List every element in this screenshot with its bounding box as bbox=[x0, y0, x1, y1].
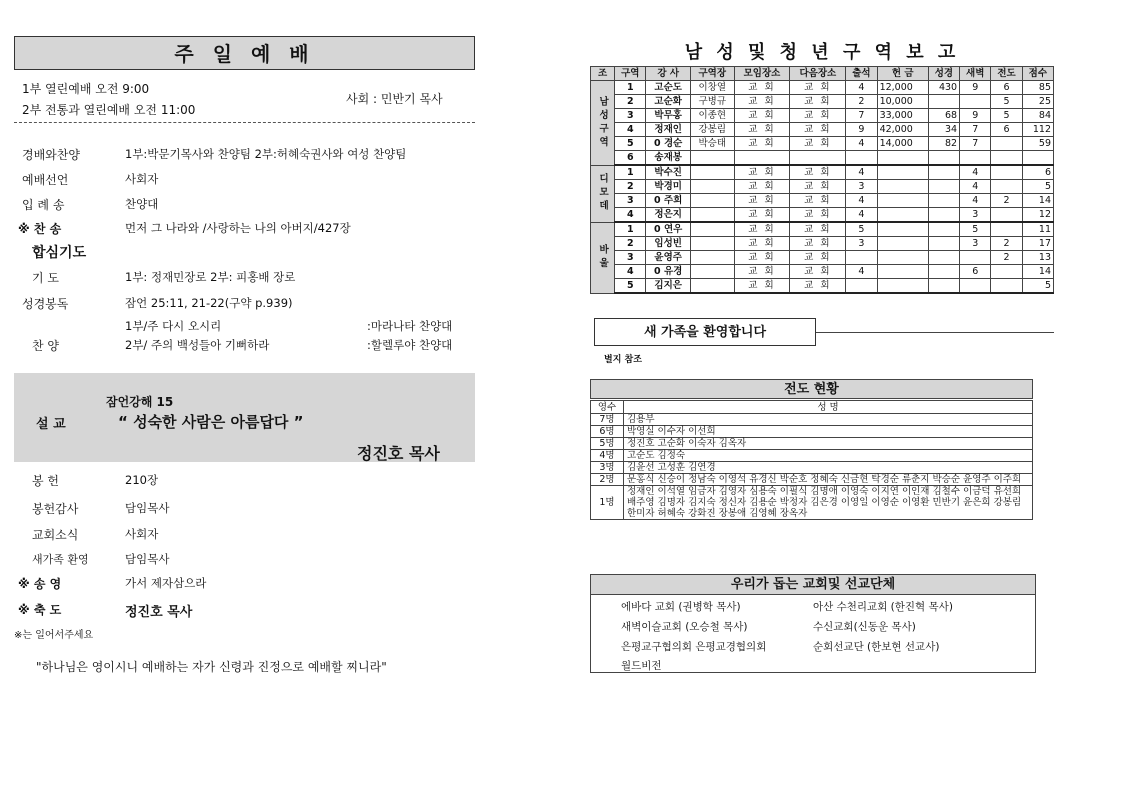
report-cell: 3 bbox=[846, 180, 877, 194]
report-cell bbox=[690, 237, 734, 251]
names-cell: 고순도 김정숙 bbox=[624, 450, 1033, 462]
report-cell: 2 bbox=[846, 95, 877, 109]
report-cell bbox=[877, 251, 928, 265]
report-cell: 교 회 bbox=[790, 180, 846, 194]
order-value: 잠언 25:11, 21-22(구약 p.939) bbox=[125, 296, 293, 310]
table-row bbox=[591, 222, 1054, 237]
order-value: 가서 제자삼으라 bbox=[125, 576, 207, 590]
report-cell: 12 bbox=[1022, 208, 1053, 223]
report-cell bbox=[690, 279, 734, 294]
scripture-quote: "하나님은 영이시니 예배하는 자가 신령과 진정으로 예배할 찌니라" bbox=[36, 660, 387, 674]
report-cell: 85 bbox=[1022, 81, 1053, 95]
report-cell: 0 유경 bbox=[646, 265, 691, 279]
order-row bbox=[22, 472, 477, 492]
report-cell: 4 bbox=[846, 81, 877, 95]
col-header: 구역장 bbox=[690, 67, 734, 81]
report-cell: 4 bbox=[846, 194, 877, 208]
report-cell: 교 회 bbox=[734, 81, 790, 95]
order-row bbox=[22, 269, 477, 289]
report-cell bbox=[877, 208, 928, 223]
order-row bbox=[22, 526, 477, 546]
report-cell: 이종현 bbox=[690, 109, 734, 123]
report-cell: 9 bbox=[960, 81, 991, 95]
table-row bbox=[591, 123, 1054, 137]
report-cell: 6 bbox=[1022, 165, 1053, 180]
order-label: 봉헌감사 bbox=[32, 502, 79, 516]
names-cell: 정진호 고순화 이숙자 김옥자 bbox=[624, 438, 1033, 450]
report-cell: 교 회 bbox=[790, 165, 846, 180]
praise-row bbox=[22, 337, 477, 357]
order-label: 예배선언 bbox=[22, 173, 69, 187]
worship-title: 주 일 예 배 bbox=[14, 36, 475, 70]
col-header: 성경 bbox=[928, 67, 959, 81]
report-cell bbox=[690, 194, 734, 208]
evangelism-header-row bbox=[591, 401, 1033, 414]
report-cell: 5 bbox=[846, 222, 877, 237]
report-cell: 1 bbox=[615, 222, 646, 237]
report-cell bbox=[877, 194, 928, 208]
church-item: 새벽이슬교회 (오승철 목사) bbox=[621, 621, 748, 633]
table-row bbox=[591, 251, 1054, 265]
report-cell: 박무홍 bbox=[646, 109, 691, 123]
report-cell: 5 bbox=[615, 137, 646, 151]
names-header: 성 명 bbox=[624, 401, 1033, 414]
report-cell: 박수진 bbox=[646, 165, 691, 180]
report-cell: 2 bbox=[991, 251, 1022, 265]
report-cell: 17 bbox=[1022, 237, 1053, 251]
report-cell: 13 bbox=[1022, 251, 1053, 265]
report-cell bbox=[690, 151, 734, 166]
report-table bbox=[590, 66, 1054, 294]
report-cell: 34 bbox=[928, 123, 959, 137]
new-family-title: 새 가족을 환영합니다 bbox=[594, 318, 816, 346]
order-row bbox=[22, 500, 477, 520]
report-cell: 2 bbox=[615, 237, 646, 251]
count-header: 영수 bbox=[591, 401, 624, 414]
names-cell: 김용부 bbox=[624, 414, 1033, 426]
report-cell bbox=[690, 251, 734, 265]
table-row bbox=[591, 474, 1033, 486]
report-cell: 윤영주 bbox=[646, 251, 691, 265]
count-cell: 4명 bbox=[591, 450, 624, 462]
report-cell: 교 회 bbox=[734, 95, 790, 109]
group-name-cell: 바울 bbox=[591, 222, 615, 293]
report-cell: 7 bbox=[960, 123, 991, 137]
table-row bbox=[591, 414, 1033, 426]
report-cell: 4 bbox=[615, 265, 646, 279]
table-row bbox=[591, 279, 1054, 294]
order-value: 사회자 bbox=[125, 527, 159, 541]
col-header: 점수 bbox=[1022, 67, 1053, 81]
order-label: 새가족 환영 bbox=[32, 553, 89, 566]
report-cell: 9 bbox=[960, 109, 991, 123]
report-cell: 2 bbox=[991, 237, 1022, 251]
report-cell: 3 bbox=[846, 237, 877, 251]
count-cell: 6명 bbox=[591, 426, 624, 438]
table-row bbox=[591, 438, 1033, 450]
col-header: 조 bbox=[591, 67, 615, 81]
names-cell: 문홍식 신승이 정남숙 이영석 유경신 박순호 정혜숙 신금현 탁경순 류춘지 박승순 윤영주 이주희 bbox=[624, 474, 1033, 486]
report-cell: 84 bbox=[1022, 109, 1053, 123]
names-cell: 박영실 이수자 이선희 bbox=[624, 426, 1033, 438]
report-cell: 교 회 bbox=[734, 137, 790, 151]
count-cell: 1명 bbox=[591, 486, 624, 520]
report-cell: 33,000 bbox=[877, 109, 928, 123]
report-cell: 0 연우 bbox=[646, 222, 691, 237]
report-cell: 4 bbox=[615, 123, 646, 137]
report-cell: 교 회 bbox=[790, 194, 846, 208]
report-cell: 42,000 bbox=[877, 123, 928, 137]
report-cell: 교 회 bbox=[734, 251, 790, 265]
report-cell bbox=[991, 137, 1022, 151]
names-cell: 김윤선 고성훈 김연경 bbox=[624, 462, 1033, 474]
report-cell: 교 회 bbox=[790, 137, 846, 151]
report-cell: 김지은 bbox=[646, 279, 691, 294]
table-row bbox=[591, 95, 1054, 109]
report-cell: 4 bbox=[960, 194, 991, 208]
col-header: 구역 bbox=[615, 67, 646, 81]
order-row bbox=[18, 575, 477, 595]
sermon-box bbox=[14, 373, 475, 462]
report-cell: 3 bbox=[615, 251, 646, 265]
report-cell: 박승태 bbox=[690, 137, 734, 151]
sermon-series: 잠언강해 15 bbox=[106, 395, 174, 409]
report-cell bbox=[991, 151, 1022, 166]
report-header-row bbox=[591, 67, 1054, 81]
report-cell: 강봉림 bbox=[690, 123, 734, 137]
order-row bbox=[22, 196, 477, 216]
report-cell bbox=[928, 95, 959, 109]
report-cell: 교 회 bbox=[734, 165, 790, 180]
report-cell: 5 bbox=[960, 222, 991, 237]
stand-note: ※는 일어서주세요 bbox=[14, 630, 94, 641]
report-cell: 3 bbox=[960, 237, 991, 251]
report-cell bbox=[690, 165, 734, 180]
report-cell: 정재인 bbox=[646, 123, 691, 137]
table-row bbox=[591, 137, 1054, 151]
table-row bbox=[591, 208, 1054, 223]
order-value: 210장 bbox=[125, 473, 159, 487]
report-cell bbox=[690, 265, 734, 279]
order-label: 교회소식 bbox=[32, 528, 79, 542]
report-cell: 4 bbox=[846, 137, 877, 151]
report-cell: 6 bbox=[991, 81, 1022, 95]
report-cell: 4 bbox=[960, 165, 991, 180]
order-value: 1부:박문기목사와 찬양팀 2부:허혜숙권사와 여성 찬양팀 bbox=[125, 147, 407, 161]
report-cell bbox=[928, 237, 959, 251]
report-cell: 임성빈 bbox=[646, 237, 691, 251]
report-cell bbox=[877, 237, 928, 251]
report-cell: 12,000 bbox=[877, 81, 928, 95]
praise-first-choir: :마라나타 찬양대 bbox=[367, 319, 453, 333]
table-row bbox=[591, 194, 1054, 208]
report-cell: 교 회 bbox=[790, 208, 846, 223]
report-cell bbox=[690, 222, 734, 237]
service-first-time: 1부 열린예배 오전 9:00 bbox=[22, 82, 150, 96]
report-cell bbox=[928, 265, 959, 279]
report-cell bbox=[928, 165, 959, 180]
order-value: 담임목사 bbox=[125, 501, 170, 515]
report-cell bbox=[960, 251, 991, 265]
table-row bbox=[591, 426, 1033, 438]
table-row bbox=[591, 237, 1054, 251]
table-row bbox=[591, 151, 1054, 166]
report-cell bbox=[877, 279, 928, 294]
order-row bbox=[18, 220, 477, 240]
report-cell: 교 회 bbox=[734, 208, 790, 223]
report-cell bbox=[928, 151, 959, 166]
report-cell: 1 bbox=[615, 165, 646, 180]
church-item: 순회선교단 (한보현 선교사) bbox=[813, 641, 940, 653]
report-cell: 구병규 bbox=[690, 95, 734, 109]
col-header: 다음장소 bbox=[790, 67, 846, 81]
report-cell: 14 bbox=[1022, 265, 1053, 279]
report-cell bbox=[877, 265, 928, 279]
report-cell: 교 회 bbox=[734, 194, 790, 208]
report-cell: 5 bbox=[1022, 180, 1053, 194]
group-name-cell: 디모데 bbox=[591, 165, 615, 222]
report-cell bbox=[846, 279, 877, 294]
report-cell bbox=[877, 151, 928, 166]
report-cell: 교 회 bbox=[734, 109, 790, 123]
report-cell: 고순도 bbox=[646, 81, 691, 95]
report-cell bbox=[991, 180, 1022, 194]
report-cell: 6 bbox=[615, 151, 646, 166]
praise-second: 2부/ 주의 백성들아 기뻐하라 bbox=[125, 338, 270, 352]
order-row bbox=[22, 171, 477, 191]
order-value: 사회자 bbox=[125, 172, 159, 186]
count-cell: 5명 bbox=[591, 438, 624, 450]
report-cell: 14,000 bbox=[877, 137, 928, 151]
table-row bbox=[591, 109, 1054, 123]
report-cell: 2 bbox=[615, 95, 646, 109]
report-cell: 0 경순 bbox=[646, 137, 691, 151]
report-cell: 4 bbox=[846, 265, 877, 279]
order-row bbox=[22, 242, 477, 262]
praise-row bbox=[22, 318, 477, 338]
report-title: 남 성 및 청 년 구 역 보 고 bbox=[684, 42, 960, 63]
col-header: 새벽 bbox=[960, 67, 991, 81]
order-value: 담임목사 bbox=[125, 552, 170, 566]
order-value: 1부: 정재민장로 2부: 피홍배 장로 bbox=[125, 270, 296, 284]
count-cell: 2명 bbox=[591, 474, 624, 486]
order-value: 정진호 목사 bbox=[125, 605, 193, 620]
report-cell: 10,000 bbox=[877, 95, 928, 109]
report-cell: 6 bbox=[960, 265, 991, 279]
report-cell bbox=[960, 95, 991, 109]
praise-second-choir: :할렐루야 찬양대 bbox=[367, 338, 453, 352]
supported-churches-box bbox=[590, 595, 1036, 673]
report-cell: 7 bbox=[846, 109, 877, 123]
report-cell: 112 bbox=[1022, 123, 1053, 137]
order-label: 성경봉독 bbox=[22, 297, 69, 311]
sermon-label: 설 교 bbox=[36, 417, 66, 432]
count-cell: 3명 bbox=[591, 462, 624, 474]
church-item: 수신교회(신동운 목사) bbox=[813, 621, 916, 633]
col-header: 모임장소 bbox=[734, 67, 790, 81]
count-cell: 7명 bbox=[591, 414, 624, 426]
praise-first: 1부/주 다시 오시리 bbox=[125, 319, 222, 333]
report-cell: 고순화 bbox=[646, 95, 691, 109]
report-cell: 5 bbox=[991, 109, 1022, 123]
report-cell: 교 회 bbox=[734, 180, 790, 194]
report-cell: 교 회 bbox=[790, 265, 846, 279]
table-row bbox=[591, 165, 1054, 180]
report-cell: 교 회 bbox=[734, 123, 790, 137]
report-cell: 3 bbox=[960, 208, 991, 223]
supported-churches-title: 우리가 돕는 교회및 선교단체 bbox=[590, 574, 1036, 595]
new-family-note: 별지 참조 bbox=[604, 355, 642, 365]
service-leader: 사회 : 민반기 목사 bbox=[346, 92, 443, 106]
col-header: 헌 금 bbox=[877, 67, 928, 81]
report-cell: 박경미 bbox=[646, 180, 691, 194]
table-row bbox=[591, 450, 1033, 462]
report-cell bbox=[1022, 151, 1053, 166]
report-cell: 교 회 bbox=[790, 251, 846, 265]
report-cell: 82 bbox=[928, 137, 959, 151]
table-row bbox=[591, 486, 1033, 520]
table-row bbox=[591, 265, 1054, 279]
report-cell: 교 회 bbox=[790, 279, 846, 294]
report-cell bbox=[991, 279, 1022, 294]
report-cell bbox=[877, 180, 928, 194]
report-cell bbox=[928, 180, 959, 194]
report-cell: 68 bbox=[928, 109, 959, 123]
church-item: 월드비전 bbox=[621, 660, 662, 672]
report-cell: 교 회 bbox=[790, 222, 846, 237]
report-cell: 59 bbox=[1022, 137, 1053, 151]
report-cell bbox=[846, 151, 877, 166]
report-cell: 5 bbox=[1022, 279, 1053, 294]
report-cell bbox=[991, 208, 1022, 223]
report-cell bbox=[960, 151, 991, 166]
table-row bbox=[591, 81, 1054, 95]
table-row bbox=[591, 180, 1054, 194]
praise-label: 찬 양 bbox=[32, 339, 59, 353]
report-cell: 0 주희 bbox=[646, 194, 691, 208]
report-cell: 7 bbox=[960, 137, 991, 151]
report-cell bbox=[690, 180, 734, 194]
dashed-divider bbox=[14, 122, 475, 123]
report-cell bbox=[991, 165, 1022, 180]
col-header: 전도 bbox=[991, 67, 1022, 81]
welcome-divider bbox=[816, 332, 1054, 333]
report-cell bbox=[734, 151, 790, 166]
evangelism-table bbox=[590, 400, 1033, 520]
report-cell: 9 bbox=[846, 123, 877, 137]
report-cell bbox=[928, 279, 959, 294]
church-item: 에바다 교회 (권병학 목사) bbox=[621, 601, 741, 613]
report-cell bbox=[928, 194, 959, 208]
report-cell: 5 bbox=[991, 95, 1022, 109]
report-cell bbox=[960, 279, 991, 294]
report-cell: 2 bbox=[991, 194, 1022, 208]
report-cell: 1 bbox=[615, 81, 646, 95]
order-row bbox=[22, 295, 477, 315]
report-cell: 교 회 bbox=[790, 95, 846, 109]
report-cell bbox=[790, 151, 846, 166]
evangelism-title: 전도 현황 bbox=[590, 379, 1033, 399]
report-cell: 4 bbox=[846, 208, 877, 223]
order-label: 기 도 bbox=[32, 271, 59, 285]
order-label: ※ 찬 송 bbox=[18, 222, 62, 236]
order-row bbox=[22, 146, 477, 166]
group-name-cell: 남성구역 bbox=[591, 81, 615, 166]
report-cell: 11 bbox=[1022, 222, 1053, 237]
report-cell: 6 bbox=[991, 123, 1022, 137]
report-cell: 4 bbox=[846, 165, 877, 180]
order-label: 입 례 송 bbox=[22, 198, 65, 212]
report-cell bbox=[928, 251, 959, 265]
report-cell: 3 bbox=[615, 194, 646, 208]
report-cell bbox=[877, 222, 928, 237]
report-cell: 교 회 bbox=[734, 237, 790, 251]
report-cell: 14 bbox=[1022, 194, 1053, 208]
order-value: 먼저 그 나라와 /사랑하는 나의 아버지/427장 bbox=[125, 221, 351, 235]
order-value: 찬양대 bbox=[125, 197, 159, 211]
church-item: 아산 수천리교회 (한진혁 목사) bbox=[813, 601, 953, 613]
col-header: 강 사 bbox=[646, 67, 691, 81]
report-cell bbox=[846, 251, 877, 265]
report-cell: 교 회 bbox=[734, 265, 790, 279]
report-cell: 교 회 bbox=[790, 81, 846, 95]
report-cell: 430 bbox=[928, 81, 959, 95]
report-cell: 이창열 bbox=[690, 81, 734, 95]
table-row bbox=[591, 462, 1033, 474]
report-cell: 송재봉 bbox=[646, 151, 691, 166]
order-label: ※ 송 영 bbox=[18, 577, 62, 591]
report-cell bbox=[991, 265, 1022, 279]
report-cell: 4 bbox=[615, 208, 646, 223]
report-cell bbox=[928, 222, 959, 237]
names-cell: 정재인 이석열 임금자 김영자 심용숙 이필식 김명애 이영숙 이지연 이인재 김철수 이금덕 유선희 배주영 김명자 김지숙 정신자 김용순 박정자 김은경 이영일 이영순 이영환 민반기 윤은희 강봉림 한미자 허혜숙 강화진 장봉애 김영혜 장옥자 bbox=[624, 486, 1033, 520]
report-cell: 교 회 bbox=[734, 222, 790, 237]
report-cell bbox=[991, 222, 1022, 237]
col-header: 출석 bbox=[846, 67, 877, 81]
report-cell: 교 회 bbox=[790, 109, 846, 123]
report-cell: 교 회 bbox=[734, 279, 790, 294]
service-second-time: 2부 전통과 열린예배 오전 11:00 bbox=[22, 103, 196, 117]
order-label: 합심기도 bbox=[32, 245, 87, 261]
report-cell bbox=[928, 208, 959, 223]
report-cell: 교 회 bbox=[790, 123, 846, 137]
report-cell: 5 bbox=[615, 279, 646, 294]
order-label: 봉 헌 bbox=[32, 474, 59, 488]
report-cell bbox=[877, 165, 928, 180]
report-cell: 교 회 bbox=[790, 237, 846, 251]
report-cell: 4 bbox=[960, 180, 991, 194]
report-cell: 정은지 bbox=[646, 208, 691, 223]
report-cell: 2 bbox=[615, 180, 646, 194]
report-cell bbox=[690, 208, 734, 223]
church-item: 은평교구협의회 은평교경협의회 bbox=[621, 641, 767, 653]
report-cell: 3 bbox=[615, 109, 646, 123]
order-label: 경배와찬양 bbox=[22, 148, 80, 162]
sermon-title: “ 성숙한 사람은 아름답다 ” bbox=[118, 413, 304, 431]
report-cell: 25 bbox=[1022, 95, 1053, 109]
order-row bbox=[18, 601, 477, 621]
order-row bbox=[22, 551, 477, 571]
preacher-name: 정진호 목사 bbox=[357, 444, 440, 463]
order-label: ※ 축 도 bbox=[18, 603, 62, 617]
